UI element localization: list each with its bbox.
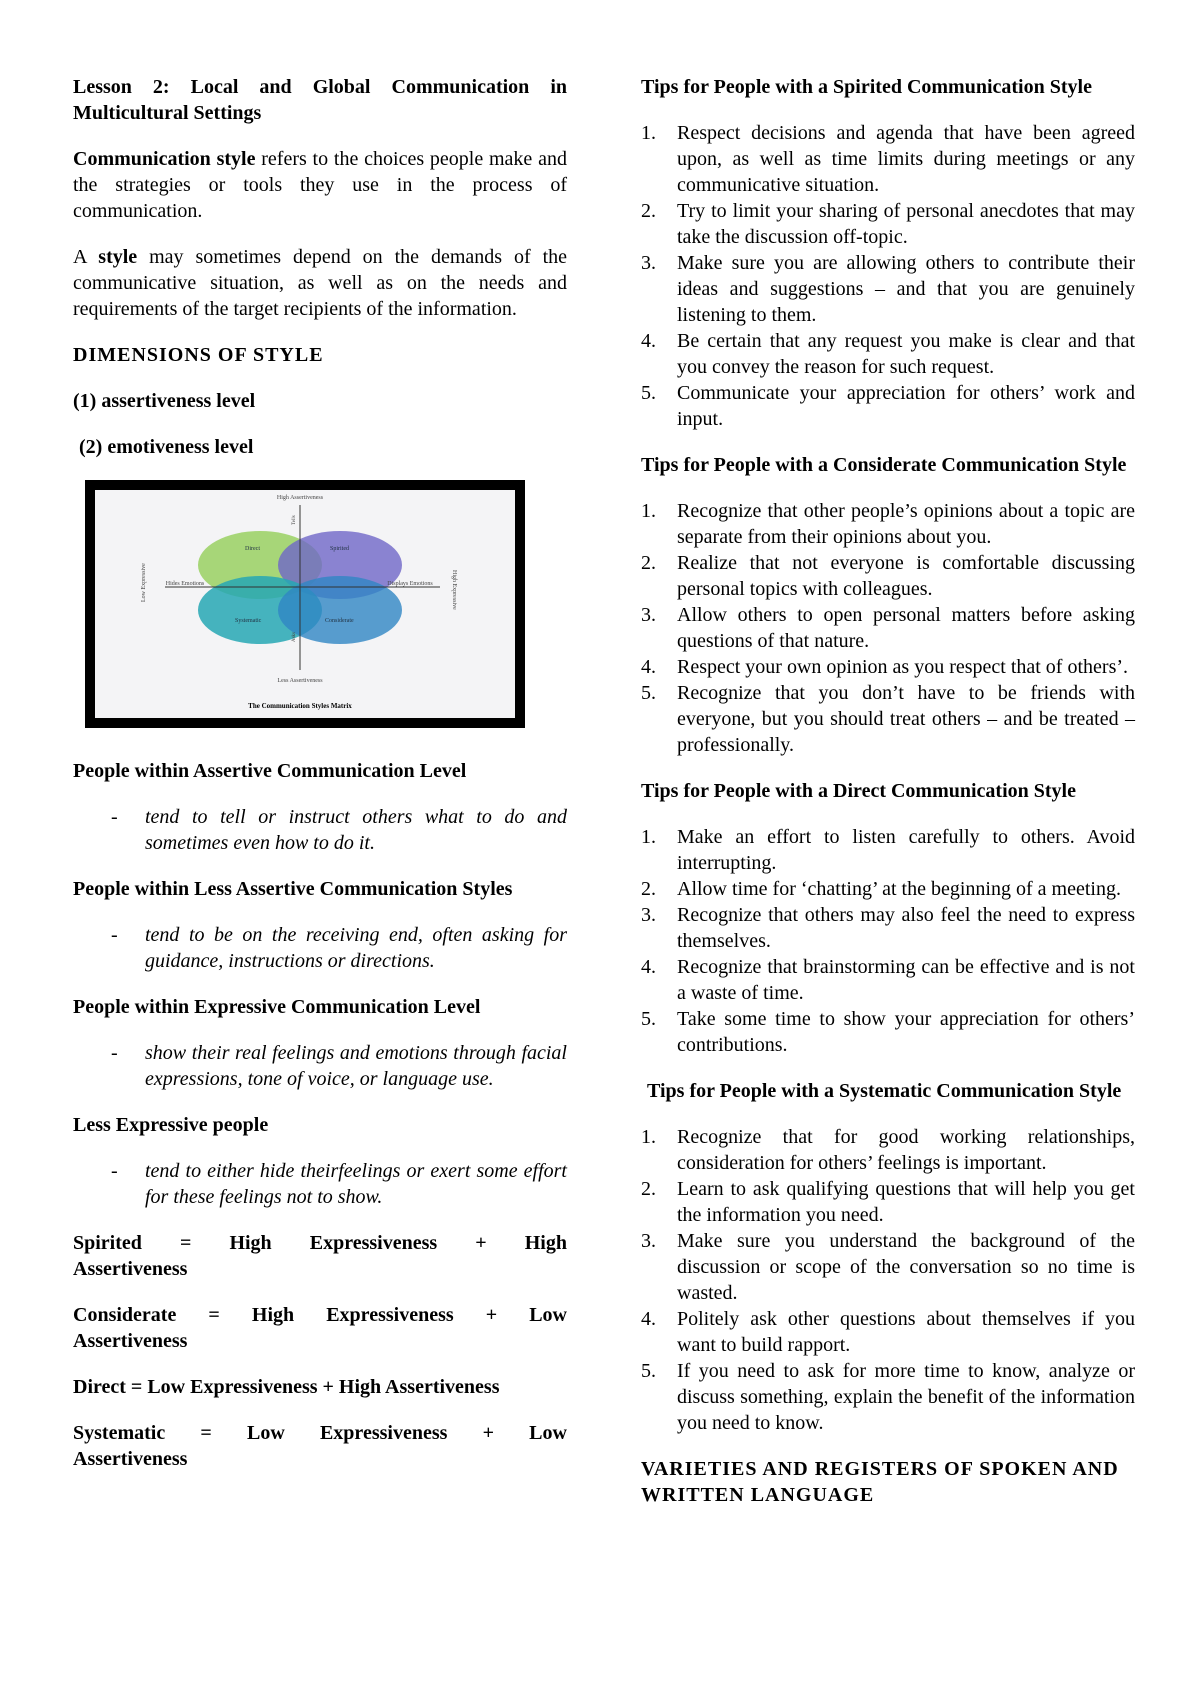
tip-item [641, 680, 1135, 758]
definition-text: refers to the choices people make and the strategies or tools they use in the process of communication. [73, 148, 567, 222]
tip-text: Realize that not everyone is comfortable discussing personal topics with colleagues. [677, 552, 1135, 600]
tip-text: Make sure you understand the background of the discussion or scope of the conversation so no time is wasted. [677, 1230, 1135, 1304]
quadrant-systematic: Systematic [235, 618, 262, 624]
tip-text: Recognize that other people’s opinions about a topic are separate from their opinions about you. [677, 500, 1135, 548]
tip-text: Recognize that brainstorming can be effective and is not a waste of time. [677, 956, 1135, 1004]
tip-number: 1. [641, 500, 656, 522]
label-left-side: Low Expressive [141, 563, 147, 602]
equation [73, 1374, 567, 1400]
equation [73, 1230, 567, 1282]
quadrant-direct: Direct [245, 546, 260, 552]
tip-text: Respect your own opinion as you respect that of others’. [677, 656, 1129, 678]
tip-number: 3. [641, 604, 656, 626]
less-expressive-text: tend to either hide theirfeelings or exert some effort for these feelings not to show. [145, 1160, 567, 1208]
style-equations [73, 1230, 567, 1472]
matrix-caption: The Communication Styles Matrix [248, 702, 352, 710]
tip-item [641, 120, 1135, 198]
label-axis-bottom: Asks [292, 631, 297, 642]
tip-number: 2. [641, 878, 656, 900]
tip-text: Make sure you are allowing others to contribute their ideas and suggestions – and that you are genuinely listening to them. [677, 252, 1135, 326]
equation [73, 1302, 567, 1354]
tip-item [641, 954, 1135, 1006]
style-text: may sometimes depend on the demands of the communicative situation, as well as on the needs and requirements of the target recipients of the information. [73, 246, 567, 320]
tip-text: Make an effort to listen carefully to others. Avoid interrupting. [677, 826, 1135, 874]
equation-term: High [229, 1232, 272, 1254]
equation-term: Assertiveness [73, 1330, 188, 1352]
equation-term: Expressiveness [319, 1422, 448, 1444]
expressive-text: show their real feelings and emotions through facial expressions, tone of voice, or language use. [145, 1042, 567, 1090]
equation-term: Considerate [73, 1304, 177, 1326]
tip-number: 4. [641, 330, 656, 352]
quadrant-considerate: Considerate [325, 618, 354, 624]
tip-text: Learn to ask qualifying questions that will help you get the information you need. [677, 1178, 1135, 1226]
tip-item [641, 1306, 1135, 1358]
tip-item [641, 824, 1135, 876]
label-top: High Assertiveness [276, 495, 324, 501]
dash-marker: - [111, 924, 118, 946]
tip-text: Allow others to open personal matters before asking questions of that nature. [677, 604, 1135, 652]
equation-term: Spirited [73, 1232, 142, 1254]
tip-number: 4. [641, 956, 656, 978]
tip-number: 3. [641, 1230, 656, 1252]
tip-text: Allow time for ‘chatting’ at the beginning of a meeting. [677, 878, 1121, 900]
tip-item [641, 1228, 1135, 1306]
style-prefix: A [73, 246, 99, 268]
equation-term: High [524, 1232, 567, 1254]
equation-term: + [475, 1232, 487, 1254]
tip-text: If you need to ask for more time to know, analyze or discuss something, explain the benefit of the information you need to know. [677, 1360, 1135, 1434]
less-expressive-heading: Less Expressive people [73, 1114, 269, 1136]
lesson-title: Lesson 2: Local and Global Communication in Multicultural Settings [73, 76, 567, 124]
spirited-tips-heading: Tips for People with a Spirited Communication Style [641, 76, 1092, 98]
tip-item [641, 1124, 1135, 1176]
tip-number: 1. [641, 1126, 656, 1148]
tip-item [641, 602, 1135, 654]
spirited-tips-list [641, 120, 1135, 432]
equation-term: Assertiveness [73, 1258, 188, 1280]
label-right-side: High Expressive [451, 570, 457, 610]
tip-item [641, 1176, 1135, 1228]
tip-number: 2. [641, 552, 656, 574]
equation-term: + [482, 1422, 494, 1444]
tip-item [641, 902, 1135, 954]
tip-item [641, 250, 1135, 328]
systematic-tips-heading: Tips for People with a Systematic Communication Style [647, 1080, 1122, 1102]
assertive-item [73, 804, 567, 856]
tip-number: 5. [641, 382, 656, 404]
tip-item [641, 328, 1135, 380]
tip-number: 3. [641, 252, 656, 274]
equation-term: = [179, 1232, 192, 1254]
assertive-heading: People within Assertive Communication Level [73, 760, 467, 782]
matrix-diagram [95, 490, 515, 718]
dimension-2: (2) emotiveness level [79, 436, 254, 458]
equation-term: Expressiveness [309, 1232, 438, 1254]
varieties-heading: VARIETIES AND REGISTERS OF SPOKEN AND WRITTEN LANGUAGE [641, 1458, 1119, 1506]
right-column [641, 74, 1135, 1528]
tip-number: 1. [641, 122, 656, 144]
expressive-heading: People within Expressive Communication Level [73, 996, 481, 1018]
equation-term: Low [529, 1422, 567, 1444]
tip-text: Respect decisions and agenda that have been agreed upon, as well as time limits during meetings or any communicative situation. [677, 122, 1135, 196]
tip-number: 5. [641, 1360, 656, 1382]
left-column [73, 74, 567, 1492]
considerate-tips-heading: Tips for People with a Considerate Communication Style [641, 454, 1127, 476]
tip-item [641, 198, 1135, 250]
less-assertive-item [73, 922, 567, 974]
quadrant-spirited: Spirited [330, 546, 349, 552]
equation-row [73, 1420, 567, 1446]
tip-item [641, 876, 1135, 902]
tip-number: 4. [641, 656, 656, 678]
equation-term: Expressiveness [326, 1304, 454, 1326]
tip-text: Recognize that you don’t have to be friends with everyone, but you should treat others – and be treated – professionally. [677, 682, 1135, 756]
style-term: style [98, 246, 138, 268]
equation-term: Low [529, 1304, 567, 1326]
tip-number: 5. [641, 682, 656, 704]
tip-number: 2. [641, 200, 656, 222]
tip-text: Recognize that others may also feel the need to express themselves. [677, 904, 1135, 952]
tip-item [641, 1358, 1135, 1436]
tip-text: Communicate your appreciation for others’ work and input. [677, 382, 1135, 430]
dash-marker: - [111, 1042, 118, 1064]
tip-item [641, 1006, 1135, 1058]
assertive-text: tend to tell or instruct others what to do and sometimes even how to do it. [145, 806, 567, 854]
dimension-1: (1) assertiveness level [73, 390, 256, 412]
label-left: Hides Emotions [165, 581, 205, 587]
label-right: Displays Emotions [387, 581, 433, 587]
style-paragraph [73, 244, 567, 322]
equation-term: = [200, 1422, 212, 1444]
equation-term: Systematic [73, 1422, 166, 1444]
equation-text: Direct = Low Expressiveness + High Assertiveness [73, 1376, 500, 1398]
tip-number: 2. [641, 1178, 656, 1200]
direct-tips-list [641, 824, 1135, 1058]
less-assertive-text: tend to be on the receiving end, often asking for guidance, instructions or directions. [145, 924, 567, 972]
equation-row [73, 1302, 567, 1328]
equation-term: + [485, 1304, 498, 1326]
tip-item [641, 550, 1135, 602]
tip-item [641, 654, 1135, 680]
tip-item [641, 498, 1135, 550]
direct-tips-heading: Tips for People with a Direct Communication Style [641, 780, 1076, 802]
equation-row [73, 1230, 567, 1256]
communication-styles-matrix [85, 480, 525, 728]
tip-text: Be certain that any request you make is clear and that you convey the reason for such request. [677, 330, 1135, 378]
label-axis-top: Tells [292, 515, 297, 525]
definition-term: Communication style [73, 148, 256, 170]
dimensions-heading: DIMENSIONS OF STYLE [73, 344, 324, 366]
expressive-item [73, 1040, 567, 1092]
tip-text: Try to limit your sharing of personal anecdotes that may take the discussion off-topic. [677, 200, 1135, 248]
tip-number: 1. [641, 826, 656, 848]
tip-item [641, 380, 1135, 432]
tip-text: Take some time to show your appreciation for others’ contributions. [677, 1008, 1135, 1056]
tip-text: Politely ask other questions about themselves if you want to build rapport. [677, 1308, 1135, 1356]
less-assertive-heading: People within Less Assertive Communication Styles [73, 878, 513, 900]
equation-term: Low [246, 1422, 285, 1444]
dash-marker: - [111, 1160, 118, 1182]
less-expressive-item [73, 1158, 567, 1210]
tip-number: 3. [641, 904, 656, 926]
tip-number: 4. [641, 1308, 656, 1330]
systematic-tips-list [641, 1124, 1135, 1436]
communication-style-definition [73, 146, 567, 224]
equation [73, 1420, 567, 1472]
considerate-tips-list [641, 498, 1135, 758]
tip-number: 5. [641, 1008, 656, 1030]
equation-term: Assertiveness [73, 1448, 188, 1470]
tip-text: Recognize that for good working relationships, consideration for others’ feelings is important. [677, 1126, 1135, 1174]
dash-marker: - [111, 806, 118, 828]
label-bottom: Less Assertiveness [277, 678, 323, 684]
equation-term: = [208, 1304, 220, 1326]
equation-term: High [251, 1304, 295, 1326]
